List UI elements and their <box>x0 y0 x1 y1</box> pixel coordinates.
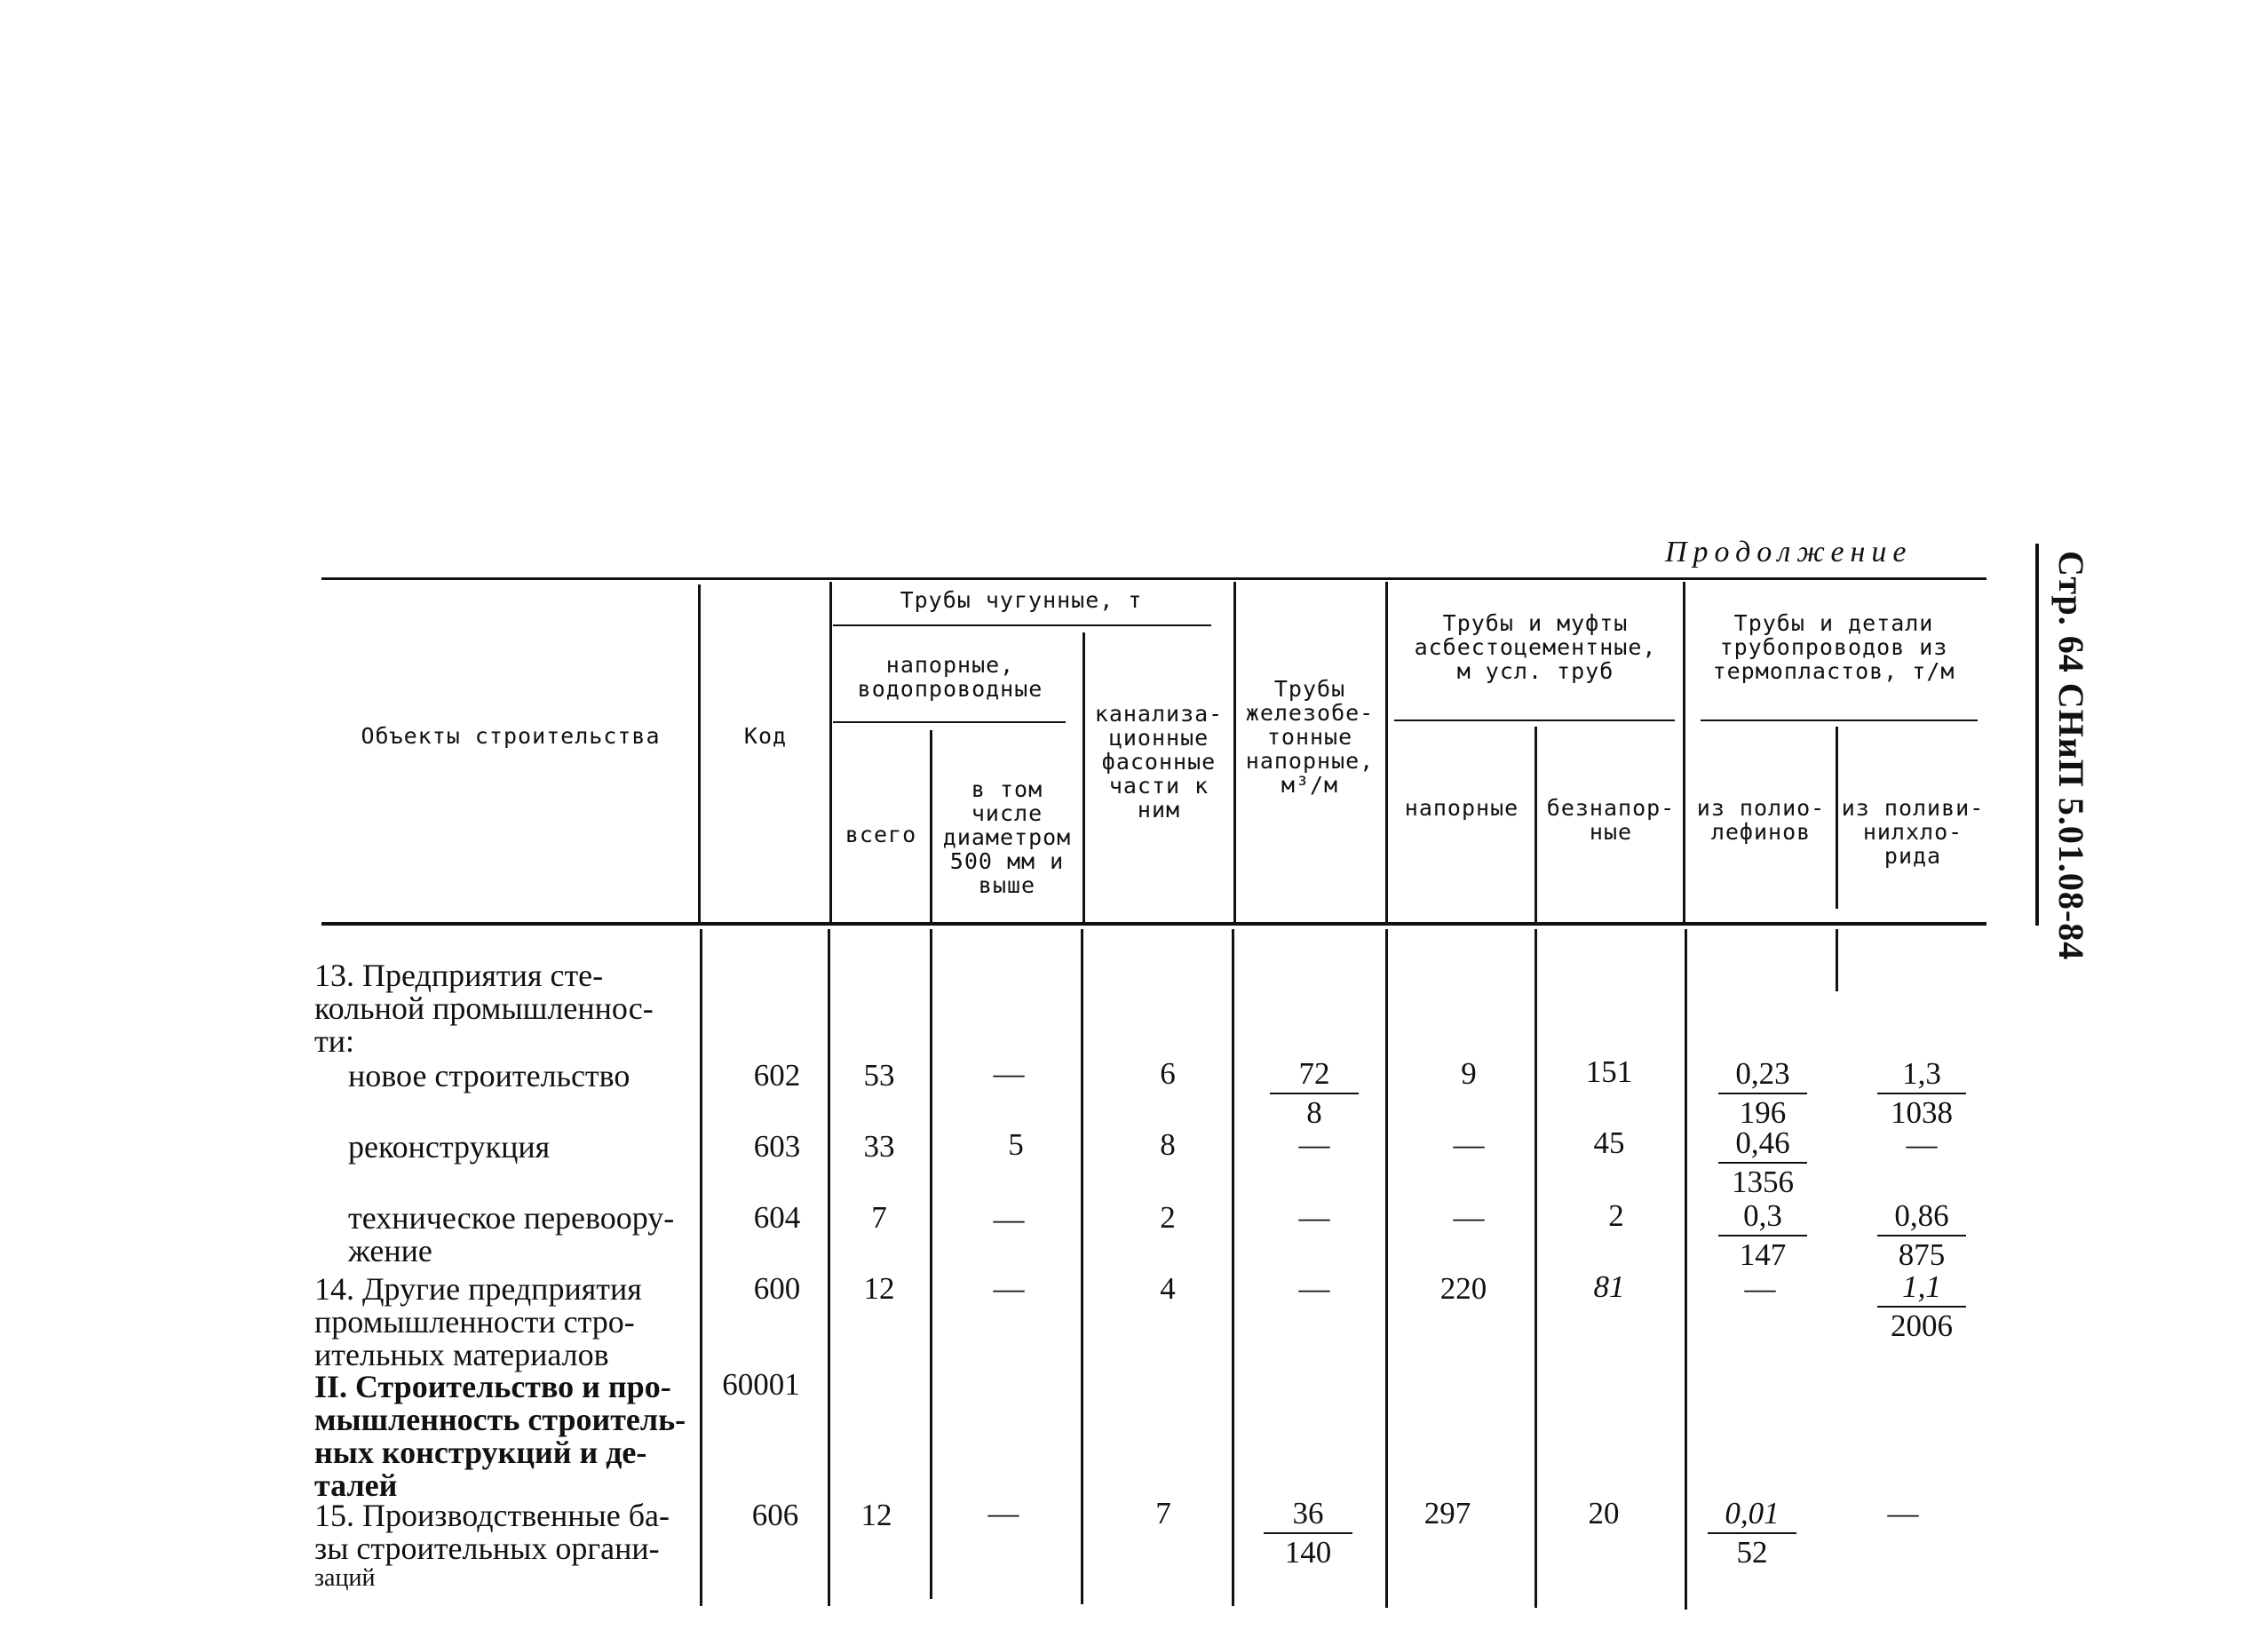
fraction-denominator: 1356 <box>1732 1165 1794 1199</box>
header-asb-nonpressure <box>1539 796 1683 844</box>
fraction-numerator: 0,01 <box>1725 1496 1780 1531</box>
fraction-numerator: 0,23 <box>1735 1056 1790 1091</box>
continuation-label: Продолжение <box>1665 536 1913 569</box>
fraction-bar <box>1264 1532 1352 1534</box>
cell-total: 33 <box>863 1129 895 1164</box>
side-rule <box>2035 544 2039 926</box>
col-rule-6 <box>1385 582 1388 922</box>
fraction-numerator: 0,46 <box>1735 1125 1790 1160</box>
fraction-denominator: 2006 <box>1891 1308 1953 1343</box>
cell-pvc: — <box>1906 1127 1938 1162</box>
cell-asb-nonpressure: 151 <box>1585 1054 1633 1089</box>
header-line: диаметром <box>942 824 1072 850</box>
cell-total: 12 <box>863 1271 895 1306</box>
row-label-line: зы строительных органи- <box>314 1531 660 1566</box>
fraction-bar <box>1877 1093 1966 1094</box>
row-label-line: промышленности стро- <box>314 1304 635 1340</box>
section-label <box>314 1371 696 1502</box>
col-rule-9 <box>1836 727 1838 909</box>
row-label-line: кольной промышленнос- <box>314 990 654 1026</box>
header-asbestos <box>1390 611 1681 683</box>
cell-poly-fraction <box>1694 1498 1810 1569</box>
cell-sewer: 4 <box>1160 1271 1176 1306</box>
cell-asb-pressure: 297 <box>1423 1496 1471 1531</box>
header-total: всего <box>845 822 917 847</box>
header-line: напорные, <box>1245 748 1375 774</box>
header-line: канализа- <box>1094 701 1224 727</box>
fraction-denominator: 875 <box>1898 1237 1946 1272</box>
cell-poly-fraction <box>1705 1127 1820 1198</box>
header-line: Трубы и детали <box>1733 610 1934 636</box>
fraction-numerator: 0,86 <box>1894 1198 1949 1233</box>
cell-code: 60001 <box>722 1367 800 1402</box>
header-polyolefin <box>1687 796 1835 844</box>
fraction-numerator: 1,1 <box>1902 1269 1941 1304</box>
cell-asb-pressure: 220 <box>1439 1271 1487 1306</box>
cell-pvc-fraction <box>1864 1200 1979 1271</box>
header-line: из поливи- <box>1841 795 1985 821</box>
body-rule-7 <box>1534 929 1537 1608</box>
header-line: нилхло- <box>1862 819 1963 845</box>
header-pvc <box>1839 796 1986 868</box>
header-line: водопроводные <box>857 676 1043 702</box>
row-label-line: ти: <box>314 1023 354 1059</box>
header-line: Трубы <box>1273 676 1346 702</box>
header-line: выше <box>978 872 1036 898</box>
header-line: железобе- <box>1245 700 1375 726</box>
header-objects: Объекты строительства <box>361 723 661 749</box>
row-label-line: ительных материалов <box>314 1337 609 1372</box>
cell-asb-nonpressure: 2 <box>1608 1198 1624 1233</box>
cast-iron-rule <box>833 624 1211 626</box>
cell-sewer: 8 <box>1160 1127 1176 1162</box>
header-reinforced <box>1236 677 1384 797</box>
header-line: безнапор- <box>1546 795 1676 821</box>
fraction-denominator: 140 <box>1284 1535 1332 1570</box>
row-label <box>314 1273 696 1372</box>
cell-total: 53 <box>863 1058 895 1093</box>
row-label: новое строительство <box>348 1058 630 1093</box>
header-thermo <box>1687 611 1980 683</box>
header-line: ные <box>1589 819 1633 845</box>
cell-sewer: 2 <box>1160 1200 1176 1235</box>
header-pressure-water <box>835 653 1066 701</box>
body-rule-3 <box>930 929 932 1599</box>
cell-diam: 5 <box>1008 1127 1024 1162</box>
cell-asb-pressure: — <box>1453 1200 1485 1235</box>
header-line: в том <box>971 776 1043 802</box>
header-line: лефинов <box>1710 819 1812 845</box>
cell-poly-fraction <box>1705 1058 1820 1129</box>
header-line: м³/м <box>1281 772 1339 798</box>
header-line: фасонные <box>1101 749 1217 775</box>
cell-pvc-fraction <box>1864 1058 1979 1129</box>
body-rule-1 <box>700 929 702 1606</box>
side-page-label: Стр. 64 СНиП 5.01.08-84 <box>2051 551 2091 961</box>
header-asb-pressure: напорные <box>1404 795 1519 821</box>
header-line: рида <box>1883 843 1942 869</box>
cell-code: 604 <box>753 1200 801 1235</box>
cell-rc-fraction <box>1257 1058 1372 1129</box>
cell-rc: — <box>1298 1127 1330 1162</box>
cell-poly: — <box>1744 1271 1776 1306</box>
header-line: трубопроводов из <box>1719 634 1948 660</box>
header-line: м усл. труб <box>1456 658 1614 684</box>
cell-code: 602 <box>753 1058 801 1093</box>
cell-asb-nonpressure: 20 <box>1588 1496 1620 1531</box>
header-incl-diam <box>932 777 1082 897</box>
cell-pvc: — <box>1887 1496 1919 1531</box>
cell-code: 600 <box>753 1271 801 1306</box>
cell-sewer: 7 <box>1155 1496 1171 1531</box>
fraction-denominator: 52 <box>1736 1535 1768 1570</box>
body-rule-5 <box>1232 929 1234 1606</box>
header-line: ним <box>1137 797 1181 823</box>
fraction-denominator: 8 <box>1306 1095 1322 1130</box>
fraction-denominator: 196 <box>1739 1095 1787 1130</box>
fraction-numerator: 72 <box>1298 1056 1330 1091</box>
cell-sewer: 6 <box>1160 1056 1176 1091</box>
cell-rc: — <box>1298 1271 1330 1306</box>
row-label-line: ных конструкций и де- <box>314 1435 647 1470</box>
header-code: Код <box>743 723 788 749</box>
row-label-line: заций <box>314 1564 376 1592</box>
fraction-bar <box>1708 1532 1796 1534</box>
cell-diam: — <box>993 1056 1025 1091</box>
fraction-bar <box>1270 1093 1359 1094</box>
row-label: реконструкция <box>348 1129 551 1165</box>
cell-pvc-fraction <box>1864 1271 1979 1342</box>
fraction-bar <box>1877 1306 1966 1308</box>
body-rule-8 <box>1685 929 1687 1610</box>
header-cast-iron: Трубы чугунные, т <box>900 587 1143 613</box>
row-label <box>314 1499 696 1592</box>
cell-asb-pressure: — <box>1453 1127 1485 1162</box>
fraction-bar <box>1877 1235 1966 1236</box>
fraction-numerator: 1,3 <box>1902 1056 1941 1091</box>
cell-diam: — <box>993 1271 1025 1306</box>
row-label-line: 15. Производственные ба- <box>314 1498 670 1533</box>
row-label-line: 13. Предприятия сте- <box>314 958 604 993</box>
cell-code: 606 <box>751 1498 799 1532</box>
fraction-bar <box>1718 1162 1807 1164</box>
row-label <box>314 959 696 1058</box>
cell-total: 12 <box>860 1498 892 1532</box>
fraction-denominator: 147 <box>1739 1237 1787 1272</box>
asbestos-rule <box>1394 720 1675 721</box>
header-sewer <box>1085 702 1233 822</box>
fraction-numerator: 36 <box>1292 1496 1324 1531</box>
cell-code: 603 <box>753 1129 801 1164</box>
row-label-line: талей <box>314 1467 398 1503</box>
row-label-line: техническое перевоору- <box>348 1200 675 1236</box>
cell-asb-pressure: 9 <box>1461 1056 1477 1091</box>
table-top-rule <box>321 577 1986 580</box>
col-rule-1 <box>698 584 701 922</box>
cell-total: 7 <box>871 1200 887 1235</box>
header-line: из полио- <box>1696 795 1826 821</box>
thermo-rule <box>1701 720 1978 721</box>
col-rule-7 <box>1534 727 1537 922</box>
row-label-line: мышленность строитель- <box>314 1402 686 1437</box>
fraction-numerator: 0,3 <box>1743 1198 1782 1233</box>
header-line: напорные, <box>885 652 1015 678</box>
cell-rc-fraction <box>1250 1498 1366 1569</box>
header-line: тонные <box>1266 724 1353 750</box>
body-rule-6 <box>1385 929 1388 1608</box>
row-label-line: II. Строительство и про- <box>314 1369 671 1404</box>
pressure-rule <box>833 721 1066 723</box>
header-line: части к <box>1108 773 1209 799</box>
row-label-line: 14. Другие предприятия <box>314 1271 642 1307</box>
cell-diam: — <box>987 1496 1019 1531</box>
header-line: ционные <box>1108 725 1209 751</box>
header-bottom-rule <box>321 922 1986 926</box>
body-rule-9 <box>1836 929 1838 991</box>
cell-asb-nonpressure: 81 <box>1593 1269 1625 1304</box>
fraction-bar <box>1718 1093 1807 1094</box>
cell-poly-fraction <box>1705 1200 1820 1271</box>
fraction-bar <box>1718 1235 1807 1236</box>
cell-rc: — <box>1298 1200 1330 1235</box>
header-line: термопластов, т/м <box>1712 658 1955 684</box>
col-rule-8 <box>1683 582 1685 922</box>
cell-diam: — <box>993 1202 1025 1236</box>
col-rule-2 <box>829 582 832 922</box>
row-label <box>348 1202 699 1268</box>
header-line: асбестоцементные, <box>1414 634 1657 660</box>
header-line: числе <box>971 800 1043 826</box>
header-line: Трубы и муфты <box>1442 610 1629 636</box>
cell-asb-nonpressure: 45 <box>1593 1125 1625 1160</box>
header-line: 500 мм и <box>949 848 1065 874</box>
body-rule-4 <box>1081 929 1083 1604</box>
fraction-denominator: 1038 <box>1891 1095 1953 1130</box>
row-label-line: жение <box>348 1233 432 1268</box>
